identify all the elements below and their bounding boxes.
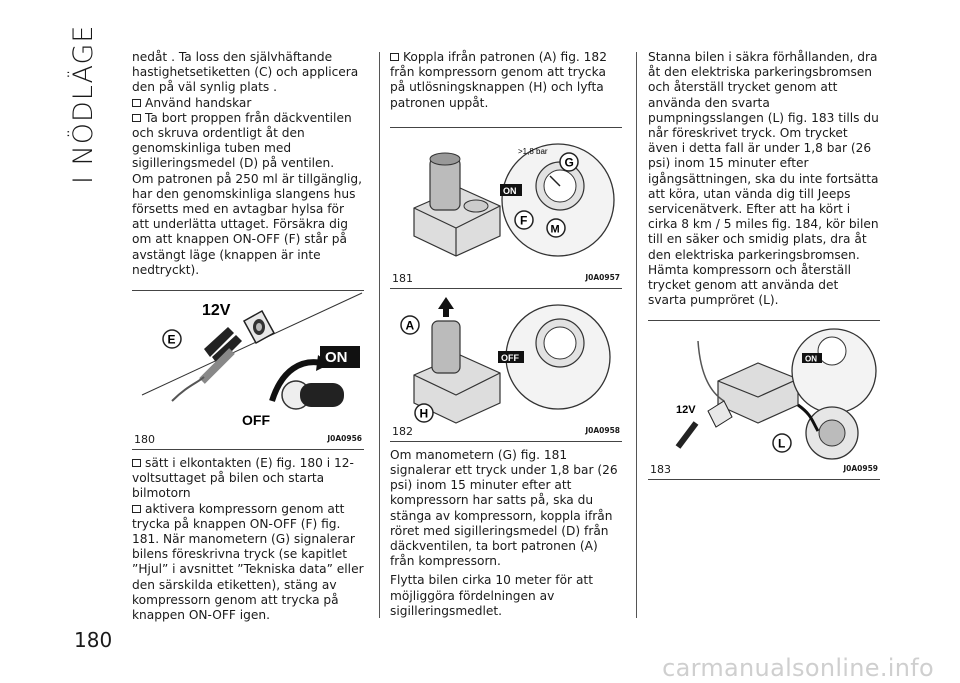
figure-code: J0A0957 <box>585 272 620 282</box>
paragraph: Om patronen på 250 ml är tillgänglig, har den genomskinliga slangens hus försetts med en avtagbar hylsa för att underlätta uttaget. Försäkra dig om att knappen ON-OFF (F) står på avstängt läge (knappen är inte nedtryckt). <box>132 171 363 277</box>
checkbox-bullet-icon <box>132 114 141 122</box>
paragraph: nedåt . Ta loss den självhäftande hastighetsetiketten (C) och applicera den på väl synlig plats . <box>132 50 359 95</box>
chapter-title: I NÖDLÄGE <box>68 24 99 184</box>
checkbox-bullet-icon <box>390 53 399 61</box>
bullet-item: Koppla ifrån patronen (A) fig. 182 från kompressorn genom att trycka på utlösningsknappen (H) och lyfta patronen uppåt. <box>390 50 607 110</box>
label-12v: 12V <box>676 404 696 417</box>
label-e: E <box>167 332 176 347</box>
label-off: OFF <box>242 412 270 429</box>
column-divider <box>636 52 637 618</box>
label-12v: 12V <box>202 302 231 320</box>
figure-number: 183 <box>650 463 671 477</box>
column-2 <box>390 50 622 619</box>
pump-hose-illustration <box>648 321 880 463</box>
figure-number: 181 <box>392 271 413 285</box>
bullet-item: Använd handskar <box>132 96 364 111</box>
column-3 <box>648 50 880 486</box>
label-off: OFF <box>501 352 519 363</box>
label-on: ON <box>805 354 817 364</box>
label-h: H <box>419 406 429 421</box>
label-l: L <box>778 436 786 451</box>
label-m: M <box>550 223 560 236</box>
label-a: A <box>405 318 415 333</box>
paragraph: Stanna bilen i säkra förhållanden, dra åt den elektriska parkeringsbromsen och återställ trycket genom att använda den svarta pumpningsslangen (L) fig. 183 tills du når föreskrivet tryck. Om trycket även i detta fall är under 1,8 bar (26 psi) inom 15 minuter efter igångsättningen, ska du inte fortsätta att köra, utan vända dig till Jeeps servicenätverk. Efter att ha kört i cirka 8 km / 5 miles fig. 184, kör bilen till en säker och smidig plats, dra åt den elektriska parkeringsbromsen. Hämta kompressorn och återställ trycket genom att använda det svarta pumpröret (L). <box>648 50 879 308</box>
column-divider <box>379 52 380 618</box>
column-1 <box>132 50 364 623</box>
figure-number: 182 <box>392 424 413 438</box>
bullet-item: sätt i elkontakten (E) fig. 180 i 12-voltsuttaget på bilen och starta bilmotorn <box>132 456 354 501</box>
figure-183 <box>648 320 880 480</box>
checkbox-bullet-icon <box>132 505 141 513</box>
label-f: F <box>520 213 528 228</box>
label-g: G <box>564 155 574 170</box>
paragraph: Flytta bilen cirka 10 meter för att möjliggöra fördelningen av sigilleringsmedlet. <box>390 573 593 618</box>
label-on: ON <box>503 185 517 196</box>
bullet-item: Ta bort proppen från däckventilen och skruva ordentligt åt den genomskinliga tuben med sigilleringsmedel (D) på ventilen. <box>132 110 352 171</box>
figure-code: J0A0959 <box>843 464 878 474</box>
label-on: ON <box>325 349 348 367</box>
figure-180 <box>132 290 364 450</box>
label-pressure: >1,8 bar <box>518 146 548 156</box>
figure-code: J0A0958 <box>585 425 620 435</box>
figure-182 <box>390 295 622 442</box>
figure-code: J0A0956 <box>327 433 362 443</box>
figure-181 <box>390 127 622 289</box>
watermark: carmanualsonline.info <box>662 654 934 682</box>
checkbox-bullet-icon <box>132 99 141 107</box>
compressor-on-illustration <box>390 128 622 272</box>
paragraph: Om manometern (G) fig. 181 signalerar ett tryck under 1,8 bar (26 psi) inom 15 minuter efter att kompressorn har satts på, ska du stänga av kompressorn, koppla ifrån röret med sigilleringsmedel (D) från däckventilen, ta bort patronen (A) från kompressorn. <box>390 447 618 569</box>
checkbox-bullet-icon <box>132 459 141 467</box>
page-number: 180 <box>74 628 113 652</box>
bullet-item: aktivera kompressorn genom att trycka på knappen ON-OFF (F) fig. 181. När manometern (G) signalerar bilens föreskrivna tryck (se kapitlet ”Hjul” i avsnittet ”Tekniska data” eller den särskilda etiketten), stäng av kompressorn genom att trycka på knappen ON-OFF igen. <box>132 501 364 623</box>
plug-into-socket-illustration <box>132 291 364 431</box>
figure-number: 180 <box>134 432 155 446</box>
remove-cartridge-illustration <box>390 295 622 425</box>
